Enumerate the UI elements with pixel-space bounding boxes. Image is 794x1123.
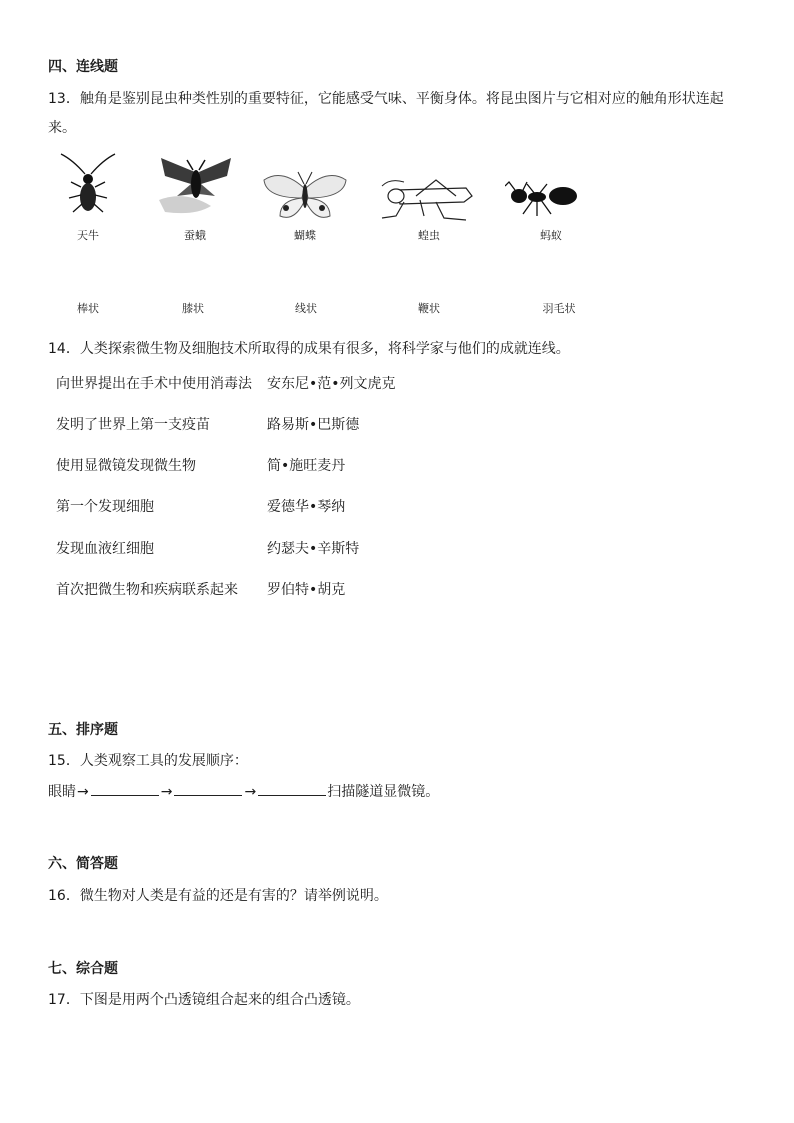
insect-caption-silkworm-moth: 蚕蛾 [184, 229, 206, 242]
antenna-shape-filiform: 线状 [295, 302, 317, 315]
scientist-item: 罗伯特•胡克 [267, 582, 346, 598]
sequence-start: 眼睛 [48, 784, 76, 800]
answer-blank-3[interactable] [258, 783, 326, 796]
question-16-prompt: 16．微生物对人类是有益的还是有害的？请举例说明。 [48, 888, 388, 904]
scientist-item: 路易斯•巴斯德 [267, 417, 360, 433]
insect-caption-ant: 蚂蚁 [540, 229, 562, 242]
question-15-sequence [48, 781, 439, 801]
section-heading-matching: 四、连线题 [48, 59, 118, 75]
arrow-icon: → [77, 784, 89, 800]
insect-caption-butterfly: 蝴蝶 [294, 229, 316, 242]
achievement-item: 向世界提出在手术中使用消毒法 [56, 376, 252, 392]
sequence-end: 扫描隧道显微镜。 [327, 784, 440, 800]
section-heading-comprehensive: 七、综合题 [48, 961, 118, 977]
arrow-icon: → [160, 784, 173, 800]
achievement-item: 首次把微生物和疾病联系起来 [56, 582, 238, 598]
question-15-prompt: 15．人类观察工具的发展顺序： [48, 753, 248, 769]
scientist-item: 爱德华•琴纳 [267, 499, 346, 515]
longhorn-beetle-image [55, 152, 121, 218]
answer-blank-1[interactable] [91, 783, 159, 796]
antenna-shape-setaceous: 鞭状 [418, 302, 440, 315]
insect-caption-longhorn-beetle: 天牛 [77, 229, 99, 242]
antenna-shape-elbowed: 膝状 [182, 302, 204, 315]
question-14-prompt: 14．人类探索微生物及细胞技术所取得的成果有很多，将科学家与他们的成就连线。 [48, 341, 570, 357]
section-heading-short-answer: 六、简答题 [48, 856, 118, 872]
scientist-item: 约瑟夫•辛斯特 [267, 541, 360, 557]
ant-image [505, 180, 581, 220]
arrow-icon: → [244, 784, 257, 800]
question-13-line2: 来。 [48, 120, 76, 136]
achievement-item: 使用显微镜发现微生物 [56, 458, 196, 474]
scientist-item: 安东尼•范•列文虎克 [267, 376, 396, 392]
grasshopper-image [376, 176, 476, 222]
achievement-item: 发明了世界上第一支疫苗 [56, 417, 210, 433]
antenna-shape-plumose: 羽毛状 [542, 302, 576, 315]
silkworm-moth-image [155, 150, 235, 220]
achievement-item: 发现血液红细胞 [56, 541, 154, 557]
answer-blank-2[interactable] [174, 783, 242, 796]
achievement-item: 第一个发现细胞 [56, 499, 154, 515]
insect-caption-grasshopper: 蝗虫 [418, 229, 440, 242]
question-13-line1: 13．触角是鉴别昆虫种类性别的重要特征，它能感受气味、平衡身体。将昆虫图片与它相对应的触角形状连起 [48, 91, 724, 107]
section-heading-ordering: 五、排序题 [48, 722, 118, 738]
scientist-item: 简•施旺麦丹 [267, 458, 346, 474]
butterfly-image [262, 168, 348, 224]
question-17-prompt: 17．下图是用两个凸透镜组合起来的组合凸透镜。 [48, 992, 360, 1008]
antenna-shape-clubbed: 棒状 [77, 302, 99, 315]
